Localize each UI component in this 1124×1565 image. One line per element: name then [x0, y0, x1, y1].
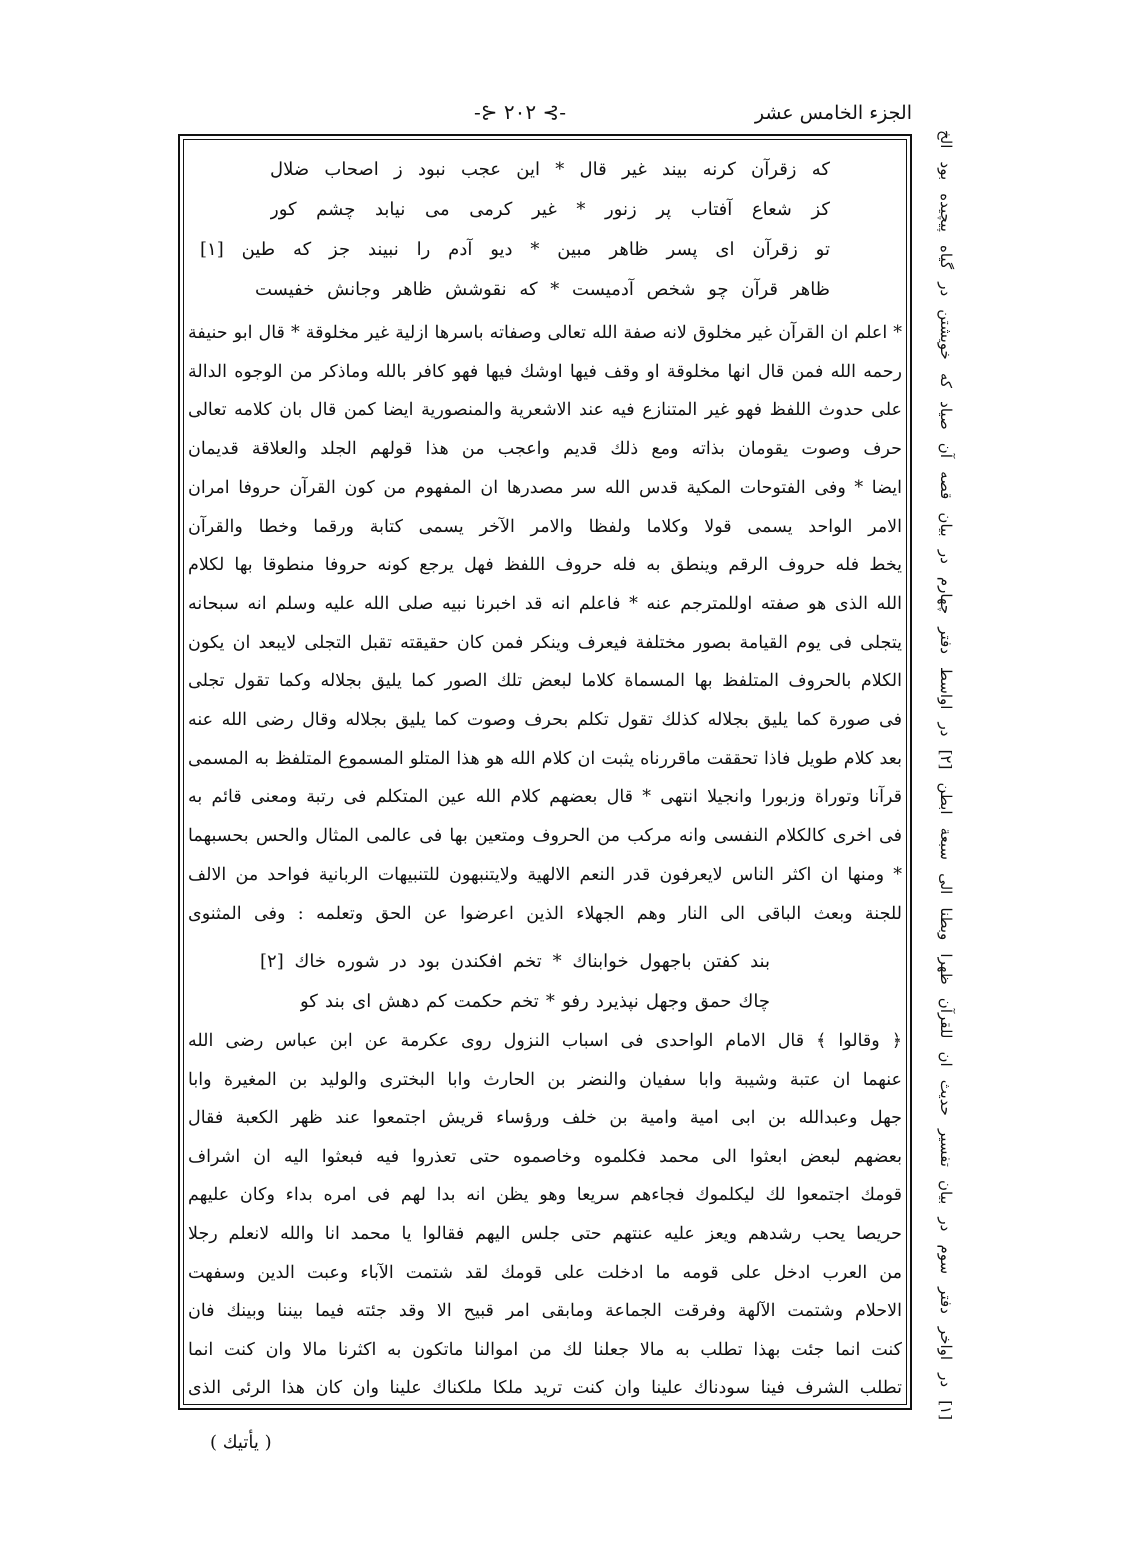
body-text-line: يخط فله حروف الرقم وينطق به فله حروف اللفظ فهل يرجع كونه حروفا منطوقا بها لكلام	[188, 555, 902, 576]
body-text-line: رحمه الله فمن قال انها مخلوقة او وقف فيها اوشك فيها فهو كافر بالله وماذكر من الوجوه الدالة	[188, 361, 902, 382]
body-text-line: حرف وصوت يقومان بذاته ومع ذلك قديم واعجب من هذا قولهم الجلد والعلاقة قديمان	[188, 439, 902, 460]
body-text-line: * اعلم ان القرآن غير مخلوق لانه صفة الله تعالى وصفاته باسرها ازلية غير مخلوقة * قال ابو حنيفة	[188, 323, 902, 343]
body-text-line: كنت انما جئت بهذا تطلب به مالا جعلنا لك من اموالنا ماتكون به اكثرنا مالا وان كنت انما	[188, 1339, 902, 1360]
body-text-line: فى صورة كما يليق بجلاله كذلك تقول تكلم بحرف وصوت كما يليق بجلاله وقال رضى الله عنه	[188, 710, 902, 730]
body-text-line: جهل وعبدالله بن ابى امية وامية بن خلف ورؤساء قريش اجتمعوا عند ظهر الكعبة فقال	[188, 1108, 902, 1129]
body-text-line: للجنة وبعث الباقى الى النار وهم الجهلاء الذين اعرضوا عن الحق وتعلمه : وفى المثنوى	[188, 903, 902, 924]
verse-line: بند كفتن باجهول خوابناك * تخم افكندن بود در شوره خاك [٢]	[260, 951, 770, 972]
body-text-line: فى اخرى كالكلام النفسى وانه مركب من الحروف ومتعين بها فى عالمى المثال والحس بحسبهما	[188, 826, 902, 847]
verse-line: ظاهر قرآن چو شخص آدميست * كه نقوشش ظاهر وجانش خفيست	[255, 279, 830, 300]
body-text-line: ﴿ وقالوا ﴾ قال الامام الواحدى فى اسباب النزول روى عكرمة عن ابن عباس رضى الله	[188, 1031, 902, 1051]
body-text-line: الكلام بالحروف المتلفظ بها المسماة كلاما لبعض تلك الصور كما يليق بجلاله وكما تقول تجلى	[188, 671, 902, 692]
body-text-line: ايضا * وفى الفتوحات المكية قدس الله سر مصدرها ان المفهوم من كون القرآن حروفا امران	[188, 477, 902, 498]
verse-line: تو زقرآن اى پسر ظاهر مبين * ديو آدم را نبيند جز كه طين [١]	[200, 239, 830, 260]
page-number: -⊱ ٢٠٢ ⊰-	[474, 100, 566, 124]
margin-note-text: [١] در اواخر دفتر سوم در بيان تفسير حديث ان للقرآن ظهرا وبطنا الى سبعة ابطن [٢] در اواسط دفتر چهارم در بيان قصه آن صياد كه خويشتن در گياه پيچيده بود الخ	[937, 130, 955, 1420]
page-header	[178, 98, 912, 134]
body-text-line: الله الذى هو صفته اوللمترجم عنه * فاعلم انه قد اخبرنا نبيه صلى الله عليه وسلم انه سبحانه	[188, 593, 902, 614]
body-text-line: قرآنا وتوراة وزبورا وانجيلا انتهى * قال بعضهم كلام الله عين المتكلم فى رتبة ومعنى قائم به	[188, 787, 902, 808]
body-text-line: حريصا يحب رشدهم ويعز عليه عنتهم حتى جلس اليهم فقالوا يا محمد انا والله لانعلم رجلا	[188, 1224, 902, 1244]
body-text-line: قومك اجتمعوا لك ليكلموك فجاءهم سريعا وهو يظن انه بدا لهم فى امره بداء وكان عليهم	[188, 1185, 902, 1206]
margin-notes	[912, 130, 972, 1420]
body-text-line: الامر الواحد يسمى قولا وكلاما ولفظا والامر الآخر يسمى كتابة ورقما وخطا والقرآن	[188, 516, 902, 537]
body-text-line: بعد كلام طويل فاذا تحققت ماقررناه يثبت ان كلام الله هو هذا المتلو المسموع المتلفظ به المسمى	[188, 748, 902, 769]
verse-line: كه زقرآن كرنه بيند غير قال * اين عجب نبود ز اصحاب ضلال	[270, 159, 830, 180]
verse-line: چاك حمق وجهل نپذيرد رفو * تخم حكمت كم دهش اى بند كو	[300, 991, 770, 1012]
verse-line: كز شعاع آفتاب پر زنور * غير كرمى مى نيابد چشم كور	[270, 199, 830, 220]
body-text-line: تطلب الشرف فينا سودناك علينا وان كنت تريد ملكا ملكناك علينا وان كان هذا الرئى الذى	[188, 1378, 902, 1399]
page-title: الجزء الخامس عشر	[754, 102, 912, 124]
body-text-line: بعضهم لبعض ابعثوا الى محمد فكلموه وخاصموه حتى تعذروا فيه فبعثوا اليه ان اشراف	[188, 1146, 902, 1167]
catchword: ( يأتيك )	[210, 1432, 272, 1453]
body-text-line: * ومنها ان اكثر الناس لايعرفون قدر النعم الالهية ولايتنبهون للتنبيهات الربانية فواحد من الالف	[188, 864, 902, 885]
body-text-line: يتجلى فى يوم القيامة بصور مختلفة فيعرف وينكر فمن كان حقيقته تقبل التجلى لايبعد ان يكون	[188, 632, 902, 653]
body-text-line: من العرب ادخل على قومه ما ادخلت على قومك لقد شتمت الآباء وعبت الدين وسفهت	[188, 1262, 902, 1283]
body-text-line: على حدوث اللفظ فهو غير المتنازع فيه عند الاشعرية والمنصورية ايضا كمن قال بان كلامه تعالى	[188, 400, 902, 421]
body-text-line: الاحلام وشتمت الآلهة وفرقت الجماعة ومابقى امر قبيح الا وقد جئته فيما بيننا وبينك فان	[188, 1301, 902, 1322]
body-text-line: عنهما ان عتبة وشيبة وابا سفيان والنضر بن الحارث وابا البخترى والوليد بن المغيرة وابا	[188, 1069, 902, 1090]
